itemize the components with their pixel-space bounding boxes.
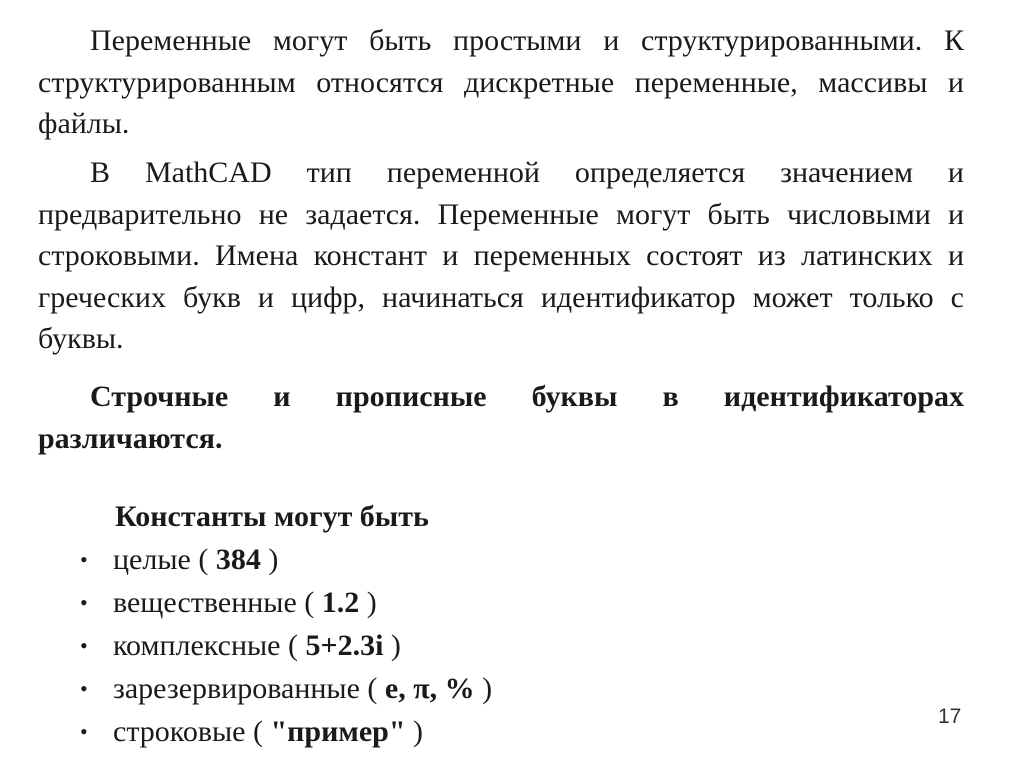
item-value: 5+2.3i (305, 629, 384, 662)
item-value: 384 (215, 543, 261, 576)
item-close: ) (260, 543, 279, 576)
item-value: e, π, % (384, 672, 475, 705)
list-item-complex (0, 624, 1024, 667)
item-label: вещественные ( (113, 586, 322, 619)
bullet-icon: • (80, 633, 88, 658)
item-value: "пример" (270, 715, 406, 748)
constants-heading: Константы могут быть (115, 500, 429, 533)
constants-list (0, 538, 1024, 753)
item-close: ) (474, 672, 493, 705)
item-label: строковые ( (113, 715, 271, 748)
list-item-string (0, 710, 1024, 753)
bullet-icon: • (80, 676, 88, 701)
list-item-text (113, 624, 401, 667)
paragraph-mathcad-typing: В MathCAD тип переменной определяется значением и предварительно не задается. Переменные могут быть числовыми и строковыми. Имена констант и переменных состоят из латинских и греческих букв и цифр, начинаться идентификатор может только с буквы. (38, 156, 964, 356)
list-item-real (0, 581, 1024, 624)
item-value: 1.2 (321, 586, 360, 619)
list-item-text (113, 710, 423, 753)
list-item-text (113, 667, 492, 710)
list-item-text (113, 538, 278, 581)
item-label: зарезервированные ( (113, 672, 385, 705)
item-close: ) (383, 629, 401, 662)
item-close: ) (405, 715, 423, 748)
paragraph-case-sensitivity: Строчные и прописные буквы в идентификаторах различаются. (38, 380, 964, 455)
paragraph-variable-types: Переменные могут быть простыми и структурированными. К структурированным относятся дискретные переменные, массивы и файлы. (38, 24, 964, 141)
item-label: целые ( (113, 543, 216, 576)
slide-number: 17 (938, 705, 962, 728)
list-item-integer (0, 538, 1024, 581)
bullet-icon: • (80, 547, 88, 572)
bullet-icon: • (80, 590, 88, 615)
list-item-text (113, 581, 377, 624)
item-close: ) (359, 586, 377, 619)
bullet-icon: • (80, 719, 88, 744)
item-label: комплексные ( (113, 629, 306, 662)
list-item-reserved (0, 667, 1024, 710)
